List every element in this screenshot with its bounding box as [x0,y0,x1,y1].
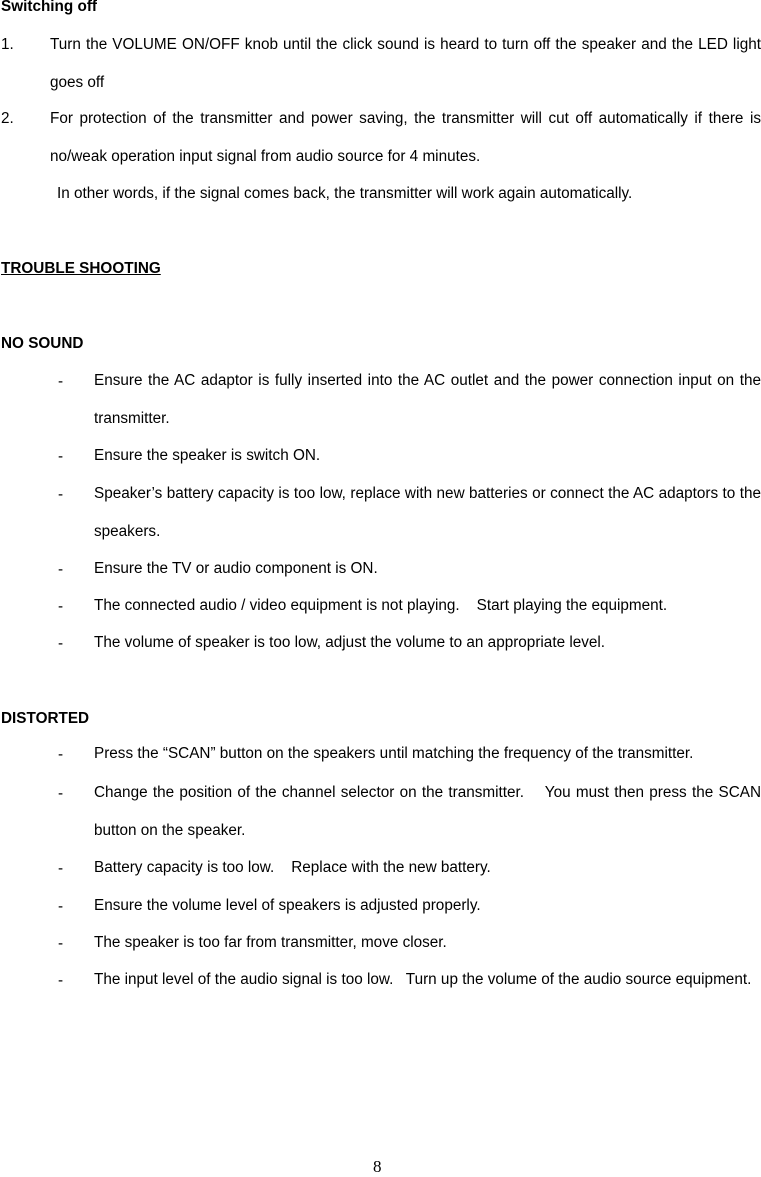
no-sound-item: Ensure the TV or audio component is ON. [94,560,378,577]
no-sound-item: The connected audio / video equipment is not playing. Start playing the equipment. [94,597,668,614]
list-dash: - [58,785,64,802]
list-dash: - [58,561,64,578]
list-dash: - [58,746,64,763]
troubleshooting-heading: TROUBLE SHOOTING [1,260,161,277]
step-number-2: 2. [1,110,14,127]
list-dash: - [58,448,64,465]
auto-restart-note: In other words, if the signal comes back, the transmitter will work again automatically. [57,185,633,202]
distorted-item: Ensure the volume level of speakers is adjusted properly. [94,897,481,914]
switching-off-heading: Switching off [1,0,98,15]
distorted-item: Press the “SCAN” button on the speakers until matching the frequency of the transmitter. [94,745,694,762]
distorted-heading: DISTORTED [1,710,90,727]
no-sound-item: Ensure the speaker is switch ON. [94,447,321,464]
distorted-item: The speaker is too far from transmitter, move closer. [94,934,447,951]
list-dash: - [58,972,64,989]
distorted-item: The input level of the audio signal is too low. Turn up the volume of the audio source equipment. [94,971,752,988]
list-dash: - [58,486,64,503]
no-sound-item: Ensure the AC adaptor is fully inserted into the AC outlet and the power connection input on the transmitter. [94,372,761,427]
no-sound-item: The volume of speaker is too low, adjust the volume to an appropriate level. [94,634,606,651]
distorted-item: Battery capacity is too low. Replace with the new battery. [94,859,491,876]
list-dash: - [58,373,64,390]
step-text-1: Turn the VOLUME ON/OFF knob until the click sound is heard to turn off the speaker and the LED light goes off [50,36,761,91]
step-text-2: For protection of the transmitter and power saving, the transmitter will cut off automatically if there is no/weak operation input signal from audio source for 4 minutes. [50,110,761,165]
no-sound-item: Speaker’s battery capacity is too low, replace with new batteries or connect the AC adaptors to the speakers. [94,485,761,540]
step-number-1: 1. [1,36,14,53]
list-dash: - [58,598,64,615]
page-number: 8 [373,1157,382,1176]
list-dash: - [58,860,64,877]
list-dash: - [58,635,64,652]
list-dash: - [58,935,64,952]
distorted-item: Change the position of the channel selector on the transmitter. You must then press the SCAN button on the speaker. [94,784,761,839]
no-sound-heading: NO SOUND [1,335,84,352]
list-dash: - [58,898,64,915]
